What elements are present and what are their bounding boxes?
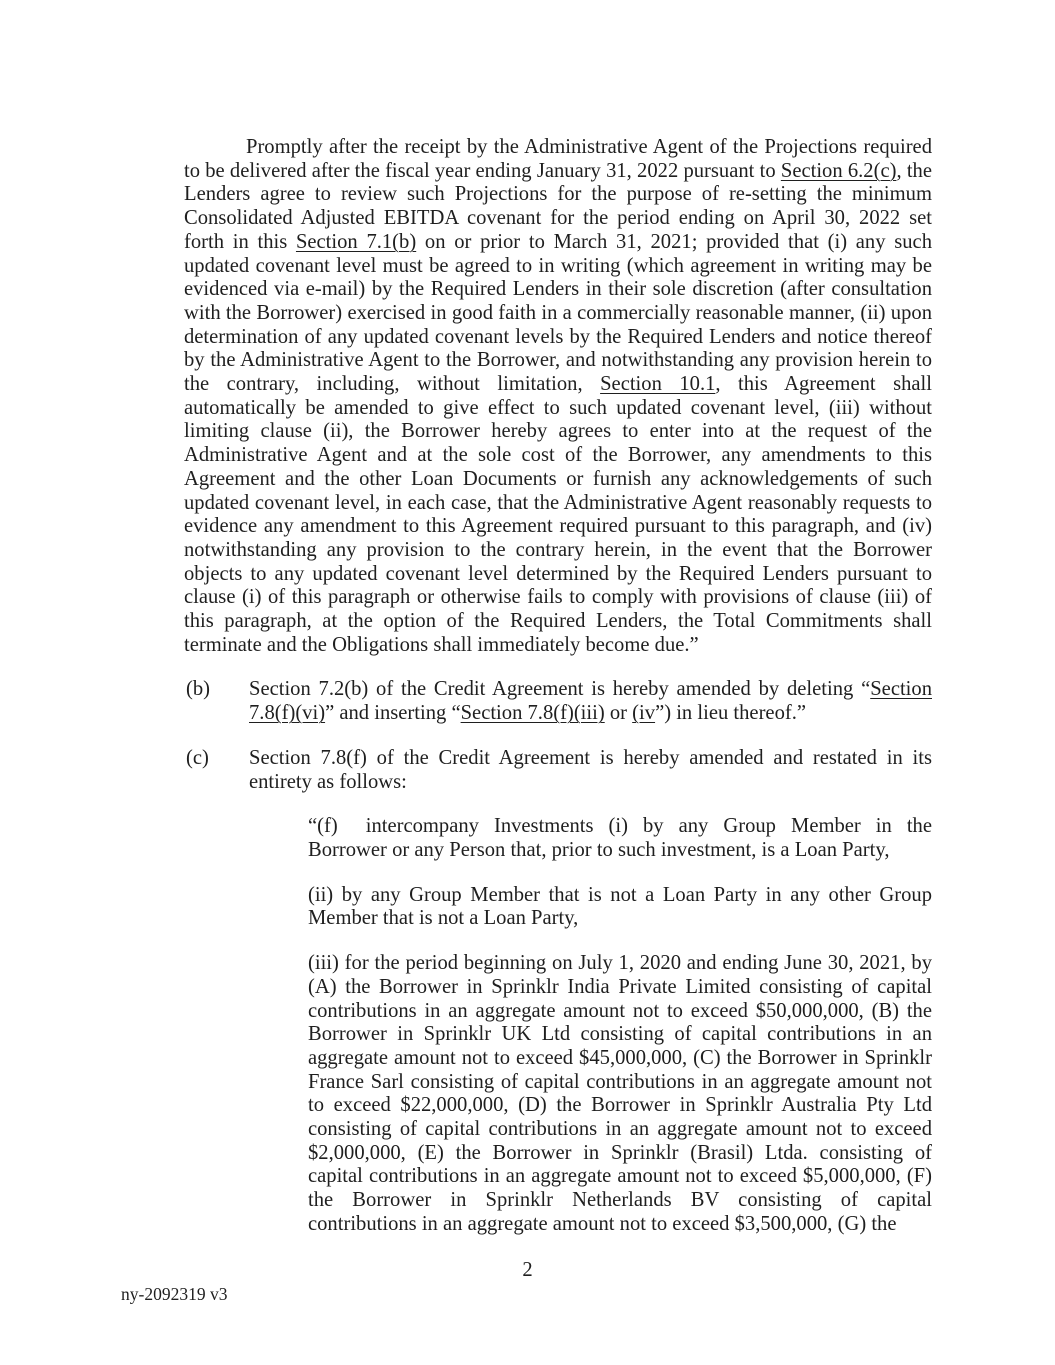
section-reference: Section 7.8(f)(vi) — [249, 678, 932, 725]
text-run: (iii) for the period beginning on July 1, 2020 and ending June 30, 2021, by (A) the Borrower in Sprinklr India Private Limited consisting of capital contributions in an aggregate amount not to exceed $50,000,000, (B) the Borrower in Sprinklr UK Ltd consisting of capital contributions in an aggregate amount not to exceed $45,000,000, (C) the Borrower in Sprinklr France Sarl consisting of capital contributions in an aggregate amount not to exceed $22,000,000, (D) the Borrower in Sprinklr Australia Pty Ltd consisting of capital contributions in an aggregate amount not to exceed $2,000,000, (E) the Borrower in Sprinklr (Brasil) Ltda. consisting of capital contributions in an aggregate amount not to exceed $5,000,000, (F) the Borrower in Sprinklr Netherlands BV consisting of capital contributions in an aggregate amount not to exceed $3,500,000, (G) the — [308, 952, 932, 1235]
text-run: on or prior to March 31, 2021; provided that (i) any such updated covenant level must be agreed to in writing (which agreement in writing may be evidenced via e-mail) by the Required Lenders in their sole discretion (after consultation with the Borrower) exercised in good faith in a commercially reasonable manner, (ii) upon determination of any updated covenant levels by the Required Lenders and notice thereof by the Administrative Agent to the Borrower, and notwithstanding any provision herein to the contrary, including, without limitation, — [184, 230, 932, 396]
paragraph-item-b — [184, 678, 932, 725]
paragraph-quote-iii — [308, 952, 932, 1236]
text-run: Section 7.8(f) of the Credit Agreement is hereby amended and restated in its entirety as follows: — [249, 746, 932, 793]
text-run: (ii) by any Group Member that is not a Loan Party in any other Group Member that is not a Loan Party, — [308, 883, 932, 930]
section-reference: Section 7.1(b) — [295, 230, 417, 253]
document-body — [184, 136, 932, 1258]
text-run: ” and inserting “ — [325, 702, 461, 725]
paragraph-item-c — [184, 747, 932, 794]
section-reference: Section 10.1 — [600, 373, 716, 396]
paragraph-intro — [184, 136, 932, 657]
text-run: ”) in lieu thereof.” — [655, 702, 807, 725]
text-run: or — [604, 702, 633, 725]
text-run: “(f) — [308, 815, 338, 838]
text-run: intercompany Investments (i) by any Group Member in the Borrower or any Person that, prior to such investment, is a Loan Party, — [308, 815, 932, 861]
page-number: 2 — [522, 1259, 533, 1281]
section-reference: Section 6.2(c) — [780, 159, 897, 182]
text-run: , this Agreement shall automatically be amended to give effect to such updated covenant level, (iii) without limiting clause (ii), the Borrower hereby agrees to enter into at the request of the Administrative Agent and at the sole cost of the Borrower, any amendments to this Agreement and the other Loan Documents or furnish any acknowledgements of such updated covenant level, in each case, that the Administrative Agent reasonably requests to evidence any amendment to this Agreement required pursuant to this paragraph, and (iv) notwithstanding any provision to the contrary herein, in the event that the Borrower objects to any updated covenant level determined by the Required Lenders pursuant to clause (i) of this paragraph or otherwise fails to comply with provisions of clause (iii) of this paragraph, at the option of the Required Lenders, the Total Commitments shall terminate and the Obligations shall immediately become due.” — [184, 373, 932, 656]
text-run: Section 7.2(b) of the Credit Agreement is hereby amended by deleting “ — [249, 678, 871, 701]
section-reference: (iv — [632, 702, 656, 725]
text-run: Promptly after the receipt by the Administrative Agent of the Projections required to be delivered after the fiscal year ending January 31, 2022 pursuant to — [184, 136, 932, 182]
paragraph-quote-f — [308, 815, 932, 862]
text-run: , the Lenders agree to review such Projections for the purpose of re-setting the minimum Consolidated Adjusted EBITDA covenant for the period ending on April 30, 2022 set forth in this — [184, 159, 932, 253]
item-label: (c) — [186, 746, 209, 769]
document-id: ny-2092319 v3 — [121, 1284, 228, 1304]
paragraph-quote-ii — [308, 884, 932, 931]
section-reference: Section 7.8(f)(iii) — [460, 702, 605, 725]
item-label: (b) — [186, 678, 211, 701]
